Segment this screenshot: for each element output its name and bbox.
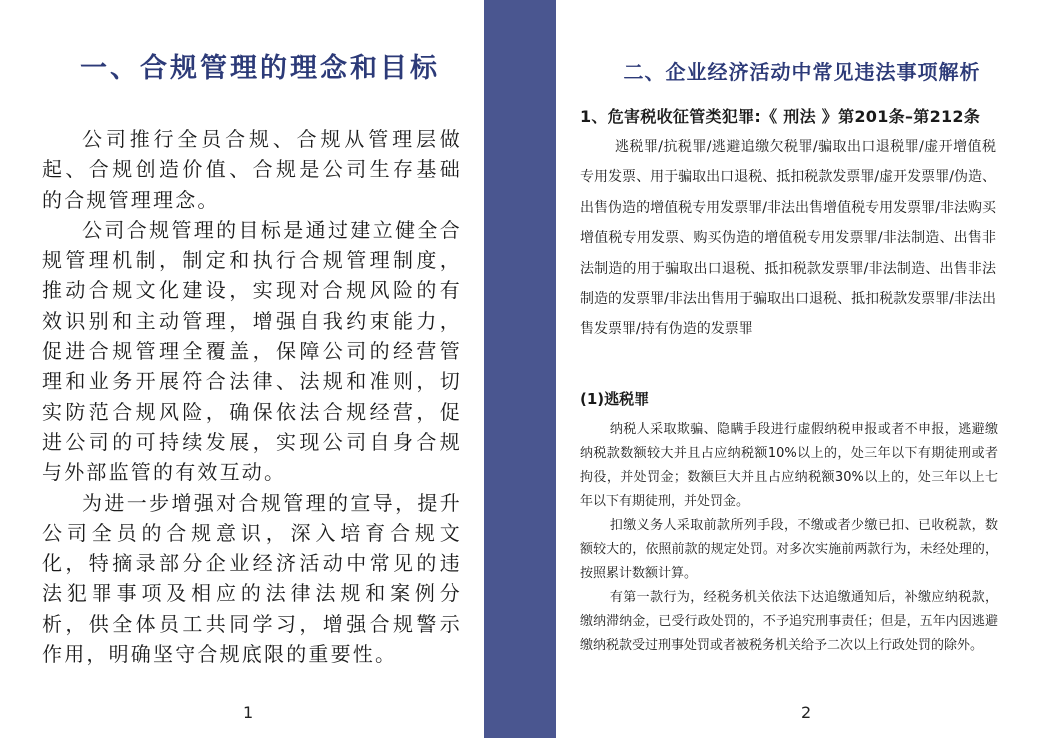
left-page-body: [42, 124, 462, 669]
paragraph: 扣缴义务人采取前款所列手段，不缴或者少缴已扣、已收税款，数额较大的，依照前款的规定处罚。对多次实施前两款行为，未经处理的，按照累计数额计算。: [580, 518, 998, 581]
left-page: [0, 0, 484, 738]
paragraph: 为进一步增强对合规管理的宣导，提升公司全员的合规意识，深入培育合规文化，特摘录部分企业经济活动中常见的违法犯罪事项及相应的法律法规和案例分析，供全体员工共同学习，增强合规警示作用，明确坚守合规底限的重要性。: [42, 490, 462, 667]
crime-list: [580, 132, 996, 345]
left-page-title: 一、合规管理的理念和目标: [80, 53, 440, 84]
paragraph: 有第一款行为，经税务机关依法下达追缴通知后，补缴应纳税款，缴纳滞纳金，已受行政处罚的，不予追究刑事责任；但是，五年内因逃避缴纳税款受过刑事处罚或者被税务机关给予二次以上行政处罚的除外。: [580, 590, 998, 653]
subsection-heading: (1)逃税罪: [580, 390, 650, 408]
page-number: 2: [801, 703, 812, 722]
right-page-title: 二、企业经济活动中常见违法事项解析: [623, 60, 981, 84]
crime-list-text: 逃税罪/抗税罪/逃避追缴欠税罪/骗取出口退税罪/虚开增值税专用发票、用于骗取出口退税、抵扣税款发票罪/虚开发票罪/伪造、出售伪造的增值税专用发票罪/非法出售增值税专用发票罪/非法购买增值税专用发票、购买伪造的增值税专用发票罪/非法制造、出售非法制造的用于骗取出口退税、抵扣税款发票罪/非法制造、出售非法制造的发票罪/非法出售用于骗取出口退税、抵扣税款发票罪/非法出售发票罪/持有伪造的发票罪: [580, 139, 996, 338]
paragraph: 纳税人采取欺骗、隐瞒手段进行虚假纳税申报或者不申报，逃避缴纳税款数额较大并且占应纳税额10%以上的，处三年以下有期徒刑或者拘役，并处罚金；数额巨大并且占应纳税额30%以上的，处三年以上七年以下有期徒刑，并处罚金。: [580, 422, 998, 509]
right-page-body: [580, 418, 998, 658]
section-heading: 1、危害税收征管类犯罪:《 刑法 》第201条–第212条: [580, 107, 981, 126]
page-number: 1: [243, 703, 254, 722]
right-page: [556, 0, 1040, 738]
book-spine: [484, 0, 556, 738]
paragraph: 公司合规管理的目标是通过建立健全合规管理机制，制定和执行合规管理制度，推动合规文化建设，实现对合规风险的有效识别和主动管理，增强自我约束能力，促进合规管理全覆盖，保障公司的经营管理和业务开展符合法律、法规和准则，切实防范合规风险，确保依法合规经营，促进公司的可持续发展，实现公司自身合规与外部监管的有效互动。: [42, 217, 462, 485]
paragraph: 公司推行全员合规、合规从管理层做起、合规创造价值、合规是公司生存基础的合规管理理念。: [42, 127, 462, 212]
